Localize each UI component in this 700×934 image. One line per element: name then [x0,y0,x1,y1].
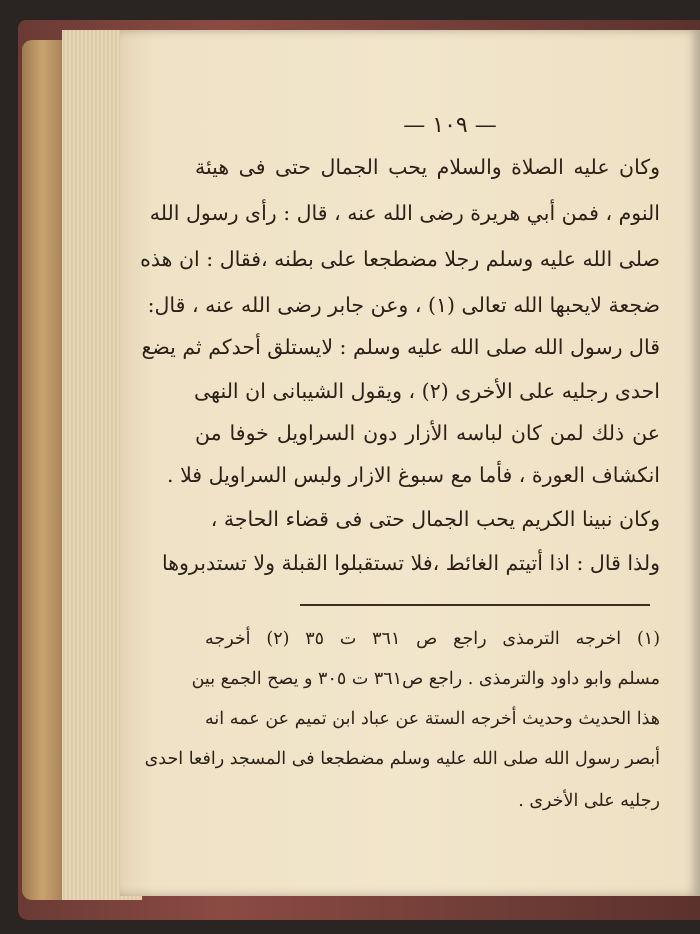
footnote-line: مسلم وابو داود والترمذى . راجع ص٣٦١ ت ٣٠٥ و يصح الجمع بين [191,669,660,689]
body-line: احدى رجليه على الأخرى (٢) ، ويقول الشيبانى ان النهى [193,379,660,403]
body-line: قال رسول الله صلى الله عليه وسلم : لايستلق أحدكم ثم يضع [141,335,660,359]
footnote-line: (١) اخرجه الترمذى راجع ص ٣٦١ ت ٣٥ (٢) أخرجه [205,629,661,649]
body-line: وكان نبينا الكريم يحب الجمال حتى فى قضاء الحاجة ، [210,507,660,531]
body-line: صلى الله عليه وسلم رجلا مضطجعا على بطنه ،فقال : ان هذه [140,247,660,271]
body-line: ضجعة لايحبها الله تعالى (١) ، وعن جابر رضى الله عنه ، قال: [147,293,660,317]
body-line: وكان عليه الصلاة والسلام يحب الجمال حتى فى هيئة [195,155,660,179]
footnote-line: رجليه على الأخرى . [518,791,660,811]
footnote-line: أبصر رسول الله صلى الله عليه وسلم مضطجعا فى المسجد رافعا احدى [144,749,660,769]
footnote-divider [300,604,650,606]
body-line: ولذا قال : اذا أتيتم الغائط ،فلا تستقبلوا القبلة ولا تستدبروها [161,551,660,575]
body-line: عن ذلك لمن كان لباسه الأزار دون السراويل خوفا من [195,421,660,445]
footnote-line: هذا الحديث وحديث أخرجه الستة عن عباد ابن تميم عن عمه انه [205,709,660,729]
book-spine-edge [22,40,62,900]
body-line: انكشاف العورة ، فأما مع سبوغ الازار ولبس السراويل فلا . [167,463,660,487]
page-number: — ١٠٩ — [403,113,497,138]
body-line: النوم ، فمن أبي هريرة رضى الله عنه ، قال : رأى رسول الله [149,201,660,225]
